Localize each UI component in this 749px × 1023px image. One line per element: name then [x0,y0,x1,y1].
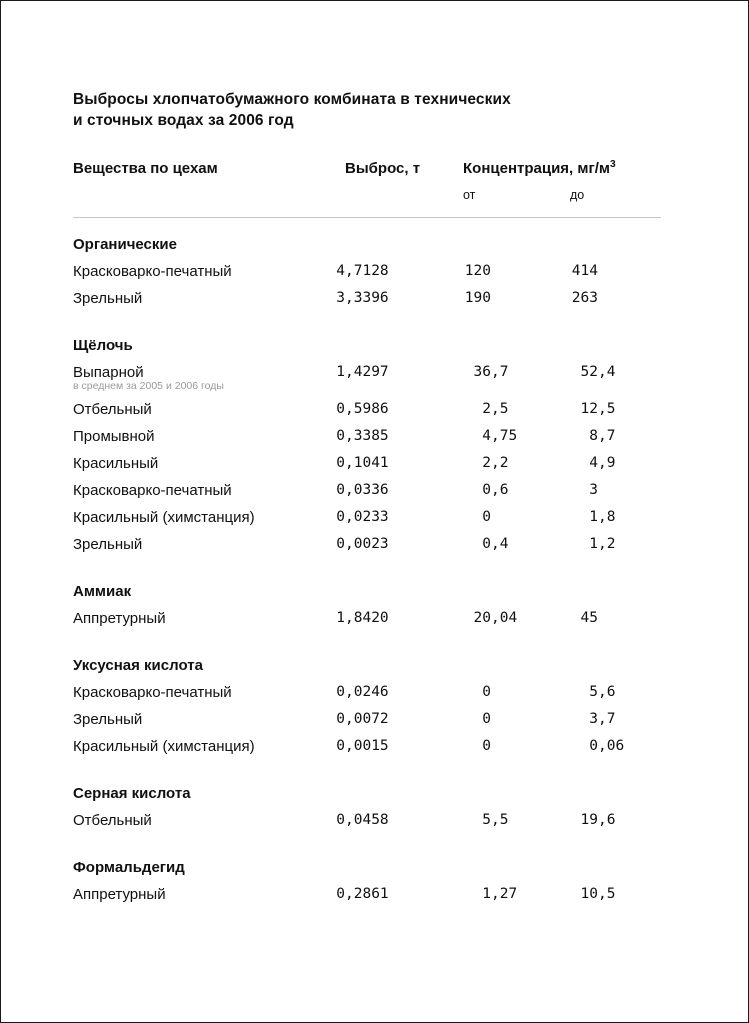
cell-concentration-to-fraction: ,8 [598,509,616,525]
cell-concentration-to-integer: 3 [589,711,598,727]
cell-concentration-to-fraction: ,7 [598,428,616,444]
row-label: Зрельный [73,290,143,307]
table-row [73,423,663,450]
table-group [73,780,663,834]
table-row [73,450,663,477]
column-header-substances: Вещества по цехам [73,160,218,177]
row-note: в среднем за 2005 и 2006 годы [73,380,224,392]
row-label: Красильный (химстанция) [73,509,255,526]
row-label: Красильный (химстанция) [73,738,255,755]
cell-concentration-to-integer: 414 [571,263,598,279]
table-group [73,854,663,908]
cell-emission-integer: 4 [336,263,345,279]
table-row [73,504,663,531]
table-row [73,881,663,908]
cell-emission-fraction: ,0023 [345,536,389,552]
cell-emission-integer: 0 [336,738,345,754]
cell-concentration-to-integer: 263 [571,290,598,306]
row-label: Выпарной [73,364,144,381]
table-row [73,477,663,504]
table-row [73,706,663,733]
cell-concentration-to-fraction: ,06 [598,738,625,754]
table-group [73,332,663,558]
row-label: Аппретурный [73,886,166,903]
table-header-main-row [73,160,663,181]
cell-emission-integer: 1 [336,364,345,380]
table-row [73,733,663,760]
cell-concentration-from-fraction: ,04 [491,610,518,626]
column-header-concentration-text: Концентрация, мг/м [463,160,610,177]
cell-concentration-to-integer: 1 [589,536,598,552]
cell-emission-fraction: ,1041 [345,455,389,471]
cell-concentration-to-integer: 12 [580,401,598,417]
table-row [73,396,663,423]
cell-concentration-from-integer: 2 [482,401,491,417]
cell-emission-integer: 0 [336,428,345,444]
column-header-to: до [570,188,585,202]
cell-emission-fraction: ,8420 [345,610,389,626]
cell-emission-integer: 0 [336,886,345,902]
cell-concentration-to-fraction: ,6 [598,812,616,828]
cell-emission-fraction: ,0233 [345,509,389,525]
cell-concentration-from-integer: 20 [473,610,491,626]
cell-concentration-from-fraction: ,7 [491,364,509,380]
cell-concentration-from-fraction: ,27 [491,886,518,902]
table-body [73,231,663,908]
group-title: Уксусная кислота [73,657,203,674]
cell-concentration-from-integer: 190 [464,290,491,306]
cell-concentration-from-fraction: ,4 [491,536,509,552]
cell-emission-integer: 0 [336,509,345,525]
cell-emission-integer: 0 [336,455,345,471]
cell-emission-integer: 0 [336,401,345,417]
cell-emission-fraction: ,0336 [345,482,389,498]
table-row [73,531,663,558]
cell-concentration-from-fraction: ,5 [491,401,509,417]
cell-concentration-from-integer: 4 [482,428,491,444]
table-group [73,231,663,312]
group-title: Серная кислота [73,785,191,802]
cell-concentration-to-integer: 10 [580,886,598,902]
group-title: Щёлочь [73,337,133,354]
cell-concentration-to-integer: 19 [580,812,598,828]
cell-emission-integer: 0 [336,711,345,727]
table-row [73,359,663,392]
cell-emission-integer: 1 [336,610,345,626]
row-label: Зрельный [73,711,143,728]
column-header-emission: Выброс, т [345,160,421,177]
table-header [73,160,663,218]
cell-concentration-to-fraction: ,5 [598,886,616,902]
cell-concentration-to-integer: 3 [589,482,598,498]
cell-concentration-to-fraction: ,6 [598,684,616,700]
column-header-concentration [463,160,616,177]
cell-concentration-to-integer: 5 [589,684,598,700]
page-title-line-2: и сточных водах за 2006 год [73,112,294,129]
page-title-line-1: Выбросы хлопчатобумажного комбината в технических [73,91,511,108]
cell-concentration-from-integer: 36 [473,364,491,380]
cell-concentration-from-integer: 0 [482,482,491,498]
row-label: Отбельный [73,812,152,829]
cell-concentration-from-integer: 0 [482,509,491,525]
cell-emission-fraction: ,3396 [345,290,389,306]
table-group [73,578,663,632]
cell-concentration-from-fraction: ,6 [491,482,509,498]
group-title: Органические [73,236,177,253]
cell-concentration-to-fraction: ,4 [598,364,616,380]
cell-concentration-to-integer: 1 [589,509,598,525]
column-header-from: от [463,188,476,202]
cell-concentration-to-integer: 52 [580,364,598,380]
header-divider [73,217,661,218]
cell-concentration-to-integer: 45 [580,610,598,626]
row-label: Аппретурный [73,610,166,627]
row-label: Отбельный [73,401,152,418]
cell-emission-integer: 0 [336,812,345,828]
table-row [73,807,663,834]
cell-concentration-from-integer: 0 [482,738,491,754]
table-group [73,652,663,760]
row-label: Промывной [73,428,155,445]
cell-emission-fraction: ,7128 [345,263,389,279]
cell-concentration-from-integer: 0 [482,711,491,727]
cell-concentration-from-integer: 1 [482,886,491,902]
cell-concentration-from-integer: 120 [464,263,491,279]
cell-emission-fraction: ,0015 [345,738,389,754]
cell-concentration-to-fraction: ,9 [598,455,616,471]
cell-emission-fraction: ,0072 [345,711,389,727]
cell-emission-fraction: ,0458 [345,812,389,828]
table-row [73,285,663,312]
cell-concentration-from-fraction: ,75 [491,428,518,444]
group-title: Аммиак [73,583,132,600]
cell-concentration-to-integer: 8 [589,428,598,444]
cell-emission-integer: 0 [336,482,345,498]
row-label: Красковарко-печатный [73,482,232,499]
document-content [73,89,663,908]
table-row [73,258,663,285]
cell-emission-fraction: ,2861 [345,886,389,902]
cell-concentration-to-fraction: ,5 [598,401,616,417]
table-header-sub-row [73,188,663,206]
row-label: Зрельный [73,536,143,553]
cell-emission-integer: 0 [336,536,345,552]
cell-concentration-to-integer: 0 [589,738,598,754]
cell-concentration-from-integer: 2 [482,455,491,471]
cell-emission-fraction: ,0246 [345,684,389,700]
cell-concentration-from-integer: 5 [482,812,491,828]
column-header-concentration-superscript: 3 [610,159,616,170]
cell-concentration-to-fraction: ,2 [598,536,616,552]
cell-concentration-from-integer: 0 [482,684,491,700]
cell-emission-fraction: ,4297 [345,364,389,380]
row-label: Красильный [73,455,159,472]
cell-concentration-from-fraction: ,5 [491,812,509,828]
page-title [73,89,663,131]
cell-concentration-to-fraction: ,7 [598,711,616,727]
cell-concentration-from-fraction: ,2 [491,455,509,471]
cell-concentration-from-integer: 0 [482,536,491,552]
group-title: Формальдегид [73,859,185,876]
cell-emission-fraction: ,3385 [345,428,389,444]
row-label: Красковарко-печатный [73,684,232,701]
table-row [73,605,663,632]
cell-concentration-to-integer: 4 [589,455,598,471]
cell-emission-fraction: ,5986 [345,401,389,417]
row-label: Красковарко-печатный [73,263,232,280]
cell-emission-integer: 0 [336,684,345,700]
cell-emission-integer: 3 [336,290,345,306]
table-row [73,679,663,706]
